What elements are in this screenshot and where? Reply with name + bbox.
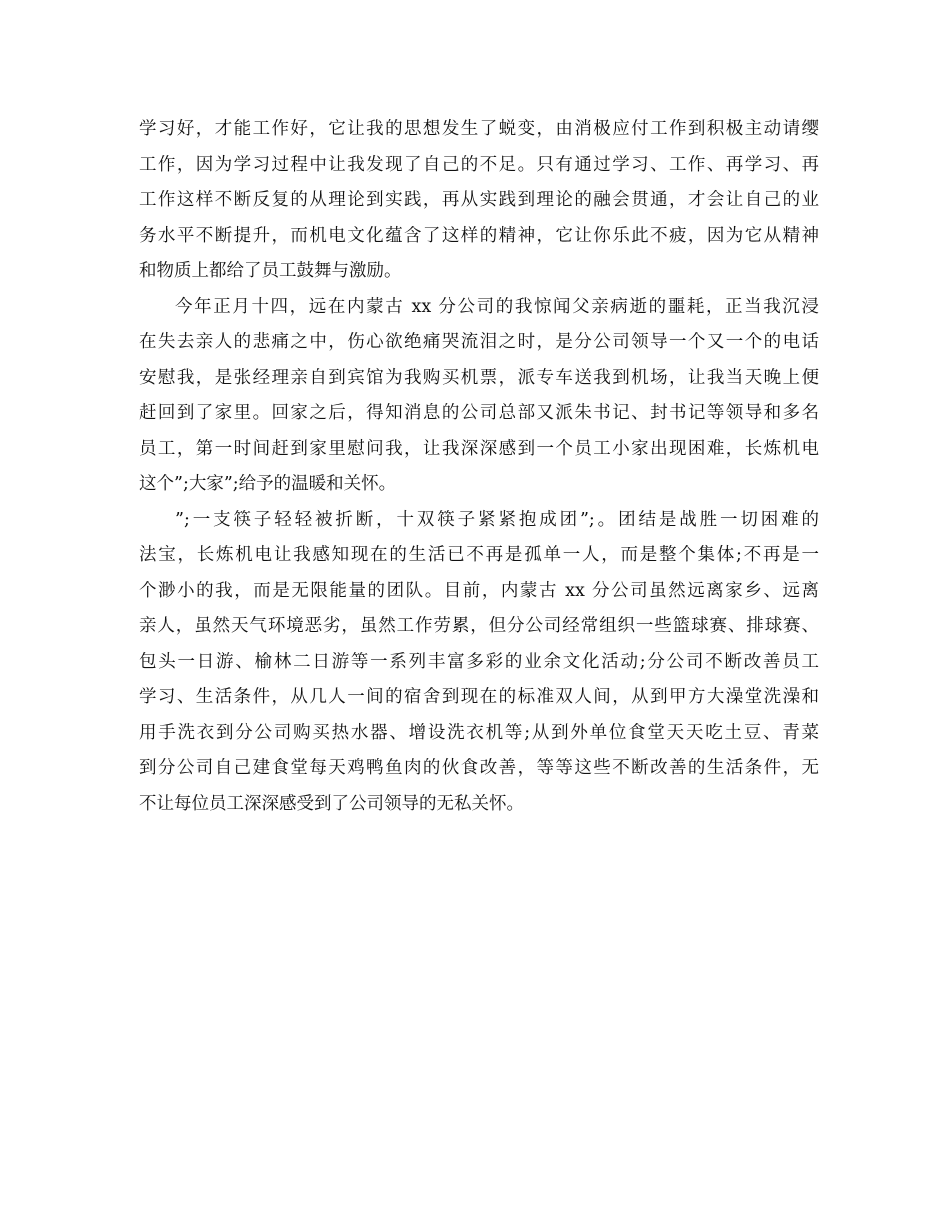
- text-line: 不让每位员工深深感受到了公司领导的无私关怀。: [139, 793, 524, 814]
- text-line: 安慰我，是张经理亲自到宾馆为我购买机票，派专车送我到机场，让我当天晚上便: [139, 367, 819, 388]
- text-line: 务水平不断提升，而机电文化蕴含了这样的精神，它让你乐此不疲，因为它从精神: [139, 225, 819, 246]
- text-line: 学习好，才能工作好，它让我的思想发生了蜕变，由消极应付工作到积极主动请缨: [139, 119, 819, 139]
- text-line: ”;一支筷子轻轻被折断，十双筷子紧紧抱成团”;。团结是战胜一切困难的: [175, 509, 819, 530]
- text-line: 用手洗衣到分公司购买热水器、增设洗衣机等;从到外单位食堂天天吃土豆、青菜: [139, 722, 819, 743]
- text-line: 今年正月十四，远在内蒙古 xx 分公司的我惊闻父亲病逝的噩耗，正当我沉浸: [175, 296, 819, 317]
- document-body: [139, 112, 819, 822]
- text-line: 到分公司自己建食堂每天鸡鸭鱼肉的伙食改善，等等这些不断改善的生活条件，无: [139, 758, 819, 778]
- text-line: 个渺小的我，而是无限能量的团队。目前，内蒙古 xx 分公司虽然远离家乡、远离: [139, 580, 819, 601]
- text-line: 员工，第一时间赶到家里慰问我，让我深深感到一个员工小家出现困难，长炼机电: [139, 438, 819, 459]
- text-line: 亲人，虽然天气环境恶劣，虽然工作劳累，但分公司经常组织一些篮球赛、排球赛、: [139, 616, 819, 636]
- text-line: 这个”;大家”;给予的温暖和关怀。: [139, 474, 397, 494]
- text-line: 在失去亲人的悲痛之中，伤心欲绝痛哭流泪之时，是分公司领导一个又一个的电话: [139, 332, 819, 352]
- text-line: 和物质上都给了员工鼓舞与激励。: [139, 261, 402, 281]
- text-line: 包头一日游、榆林二日游等一系列丰富多彩的业余文化活动;分公司不断改善员工: [139, 651, 819, 672]
- paragraph-1: [139, 112, 819, 290]
- text-line: 法宝，长炼机电让我感知现在的生活已不再是孤单一人，而是整个集体;不再是一: [139, 545, 819, 565]
- text-line: 学习、生活条件，从几人一间的宿舍到现在的标准双人间，从到甲方大澡堂洗澡和: [139, 687, 819, 707]
- text-line: 赶回到了家里。回家之后，得知消息的公司总部又派朱书记、封书记等领导和多名: [139, 403, 819, 423]
- text-line: 工作这样不断反复的从理论到实践，再从实践到理论的融会贯通，才会让自己的业: [139, 190, 819, 210]
- text-line: 工作，因为学习过程中让我发现了自己的不足。只有通过学习、工作、再学习、再: [139, 154, 819, 175]
- paragraph-3: [139, 503, 819, 823]
- paragraph-2: [139, 290, 819, 503]
